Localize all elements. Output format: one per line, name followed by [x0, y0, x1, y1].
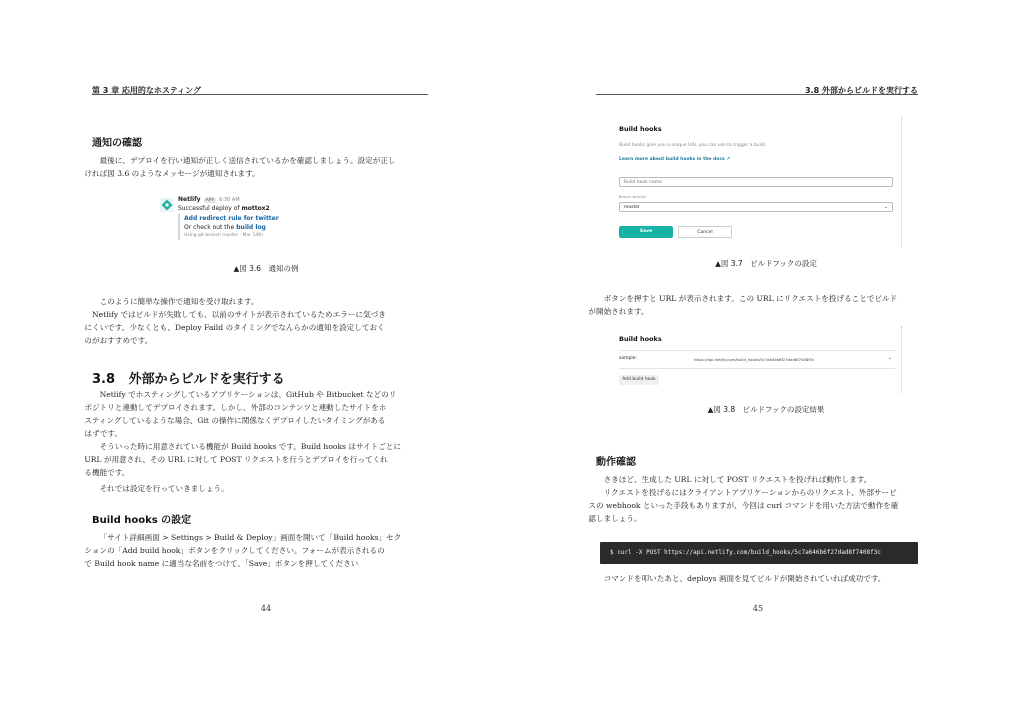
- s38-p1-line-1: Netlify でホスティングしているアプリケーションは、GitHub や Bitbucket などのリ: [99, 390, 397, 399]
- build-hooks-title: Build hooks: [619, 125, 662, 133]
- notification-attachment: [178, 214, 279, 240]
- section-title: 外部からビルドを実行する: [128, 372, 285, 387]
- header-rule-right: [596, 94, 918, 95]
- build-hook-name-input[interactable]: Build hook name: [619, 177, 893, 187]
- figure-3-7-caption: ▲図 3.7 ビルドフックの設定: [715, 259, 817, 268]
- header-rule-left: [92, 94, 428, 95]
- heading-build-hooks-settings: Build hooks の設定: [92, 515, 192, 526]
- branch-value: master: [624, 205, 640, 210]
- notify-paragraph: [84, 154, 428, 180]
- running-head-right: 3.8 外部からビルドを実行する: [805, 86, 918, 95]
- right-page: [512, 0, 1024, 724]
- check-p2-line-3: 認しましょう。: [588, 514, 642, 523]
- build-log-link[interactable]: build log: [236, 224, 266, 231]
- page-number-right: 45: [752, 604, 764, 613]
- hook-name: sample:: [619, 356, 637, 361]
- branch-label: Branch to build: [619, 195, 646, 199]
- curl-code-block: $ curl -X POST https://api.netlify.com/build_hooks/5c7a646b6f27dad8f7408f3c: [600, 542, 918, 564]
- s38-p1-line-3: スティングしているような場合、Git の操作に関係なくデプロイしたいタイミングがある: [84, 416, 386, 425]
- final-paragraph: [596, 572, 918, 585]
- build-hooks-form-screenshot: [612, 116, 902, 248]
- docs-link[interactable]: Learn more about build hooks in the docs ↗: [619, 157, 731, 162]
- divider-top: [619, 350, 895, 351]
- add-build-hook-button[interactable]: Add build hook: [619, 375, 659, 385]
- notify-line-2: ければ図 3.6 のようなメッセージが通知されます。: [84, 169, 260, 178]
- heading-notify-check: 通知の確認: [92, 138, 142, 149]
- after-fig-line-2: Netlify ではビルドが失敗しても、以前のサイトが表示されているためエラーに気づき: [92, 310, 386, 319]
- build-log-prefix: Or check out the: [184, 224, 235, 231]
- build-log-line: [184, 223, 279, 232]
- commit-link[interactable]: Add redirect rule for twitter: [184, 215, 279, 222]
- after37-line-2: が開始されます。: [588, 307, 649, 316]
- check-p2-line-2: スの webhook といった手段もありますが、今回は curl コマンドを用いた方法で動作を確: [588, 501, 899, 510]
- s38-p2-line-1: そういった時に用意されている機能が Build hooks です。Build hooks はサイトごとに: [99, 442, 401, 451]
- s38-p3-line-1: それでは設定を行っていきましょう。: [99, 484, 229, 493]
- after-figure-paragraph: [84, 295, 428, 347]
- after-fig-line-1: このように簡単な操作で通知を受け取れます。: [99, 297, 259, 306]
- divider-bottom: [619, 368, 895, 369]
- figure-3-8-caption: ▲図 3.8 ビルドフックの設定結果: [707, 405, 825, 414]
- hook-url: https://api.netlify.com/build_hooks/5c7a646b6f27dad8f7408f3c: [694, 357, 815, 362]
- s38-p2-line-2: URL が用意され、その URL に対して POST リクエストを行うとデプロイを行ってくれ: [84, 455, 388, 464]
- section-3-8-paragraph-2: [84, 440, 428, 479]
- check-paragraph-2: [588, 486, 918, 525]
- save-button[interactable]: Save: [619, 226, 673, 238]
- app-badge: APP: [205, 198, 215, 203]
- section-number: 3.8: [92, 372, 116, 387]
- bh-line-2: ションの「Add build hook」ボタンをクリックしてください。フォームが表示されるの: [84, 546, 385, 555]
- build-hooks-title-2: Build hooks: [619, 335, 662, 343]
- message-site: mottox2: [241, 205, 270, 212]
- cancel-button[interactable]: Cancel: [678, 226, 732, 238]
- check-paragraph-1: [596, 473, 918, 486]
- bh-line-3: で Build hook name に適当な名前をつけて、「Save」ボタンを押してください: [84, 559, 359, 568]
- figure-3-6-caption: ▲図 3.6 通知の例: [233, 264, 299, 273]
- notification-meta: Using git branch master · Mar 14th: [184, 233, 263, 238]
- after-fig-line-3: にくいです。少なくとも、Deploy Faild のタイミングでなんらかの通知を設定しておく: [84, 323, 385, 332]
- after-fig-line-4: のがおすすめです。: [84, 336, 153, 345]
- section-3-8-paragraph-1: [84, 388, 428, 440]
- message-prefix: Successful deploy of: [178, 205, 240, 212]
- branch-select[interactable]: [619, 202, 893, 212]
- section-3-8-heading: [92, 368, 285, 387]
- section-3-8-paragraph-3: [92, 482, 428, 495]
- bh-line-1: 「サイト詳細画面 > Settings > Build & Deploy」画面を開いて「Build hooks」セク: [99, 533, 402, 542]
- heading-operation-check: 動作確認: [596, 457, 636, 468]
- check-p2-line-1: リクエストを投げるにはクライアントアプリケーションからのリクエスト、外部サービ: [603, 488, 897, 497]
- netlify-logo-icon: [160, 198, 174, 212]
- notify-line-1: 最後に、デプロイを行い通知が正しく送信されているかを確認しましょう。設定が正し: [99, 156, 396, 165]
- after-figure-3-7-paragraph: [588, 292, 918, 318]
- s38-p2-line-3: る機能です。: [84, 468, 130, 477]
- build-hooks-description: Build hooks give you a unique URL you can use to trigger a build.: [619, 143, 767, 148]
- running-head-left: 第 3 章 応用的なホスティング: [92, 86, 201, 95]
- slack-notification: [160, 196, 330, 248]
- build-hooks-result-screenshot: [612, 326, 902, 394]
- notification-time: 6:30 AM: [219, 197, 240, 203]
- after37-line-1: ボタンを押すと URL が表示されます。この URL にリクエストを投げることでビルド: [603, 294, 898, 303]
- page-number-left: 44: [260, 604, 272, 613]
- notification-header: [178, 196, 240, 203]
- final-line-1: コマンドを叩いたあと、deploys 画面を見てビルドが開始されていれば成功です。: [603, 574, 886, 583]
- screenshot-edge-2: [901, 326, 902, 394]
- chevron-down-icon[interactable]: ⌄: [888, 355, 893, 361]
- s38-p1-line-4: はずです。: [84, 429, 122, 438]
- notification-message: [178, 205, 270, 212]
- check-p1-line-1: さきほど、生成した URL に対して POST リクエストを投げれば動作します。: [603, 475, 872, 484]
- s38-p1-line-2: ポジトリと連動してデプロイされます。しかし、外部のコンテンツと連動したサイトをホ: [84, 403, 387, 412]
- chevron-down-icon: ⌄: [883, 204, 888, 210]
- build-hooks-paragraph: [84, 531, 428, 570]
- sender-name: Netlify: [178, 196, 201, 203]
- screenshot-edge: [901, 116, 902, 248]
